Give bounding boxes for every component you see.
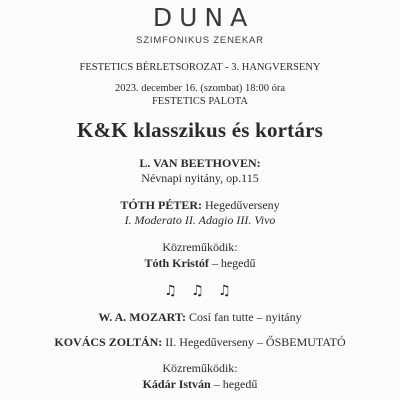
concert-date: 2023. december 16. (szombat) 18:00 óra [115, 83, 285, 94]
music-notes-icon: ♫ ♫ ♫ [164, 283, 236, 299]
orchestra-logo [0, 5, 400, 46]
work-mozart: Cosí fan tutte – nyitány [185, 310, 302, 324]
performer-label-1: Közreműködik: [162, 240, 238, 254]
program-item-mozart [0, 310, 400, 325]
performer-line-1 [0, 256, 400, 271]
program-item-kovacs [0, 335, 400, 350]
program-item-toth [0, 198, 400, 213]
concert-venue: FESTETICS PALOTA [152, 96, 248, 107]
performer-role-1: – hegedű [208, 256, 256, 270]
logo-subtitle: SZIMFONIKUS ZENEKAR [136, 35, 264, 46]
composer-toth: TÓTH PÉTER: [120, 198, 203, 212]
performer-name-2: Kádár István [142, 377, 211, 391]
performer-role-2: – hegedű [210, 377, 258, 391]
performer-name-1: Tóth Kristóf [144, 256, 209, 270]
composer-beethoven: L. VAN BEETHOVEN: [139, 156, 261, 170]
logo-wordmark: DUNA [152, 3, 255, 32]
composer-mozart: W. A. MOZART: [98, 310, 186, 324]
composer-kovacs: KOVÁCS ZOLTÁN: [54, 335, 163, 349]
work-kovacs: II. Hegedűverseny – ŐSBEMUTATÓ [162, 335, 346, 349]
work-beethoven: Névnapi nyitány, op.115 [141, 171, 259, 185]
concert-title: K&K klasszikus és kortárs [77, 118, 323, 142]
work-toth: Hegedűverseny [202, 198, 280, 212]
performer-line-2 [0, 377, 400, 392]
movements-toth: I. Moderato II. Adagio III. Vivo [124, 213, 276, 227]
performer-label-2: Közreműködik: [162, 361, 238, 375]
concert-series: FESTETICS BÉRLETSOROZAT - 3. HANGVERSENY [79, 62, 321, 73]
